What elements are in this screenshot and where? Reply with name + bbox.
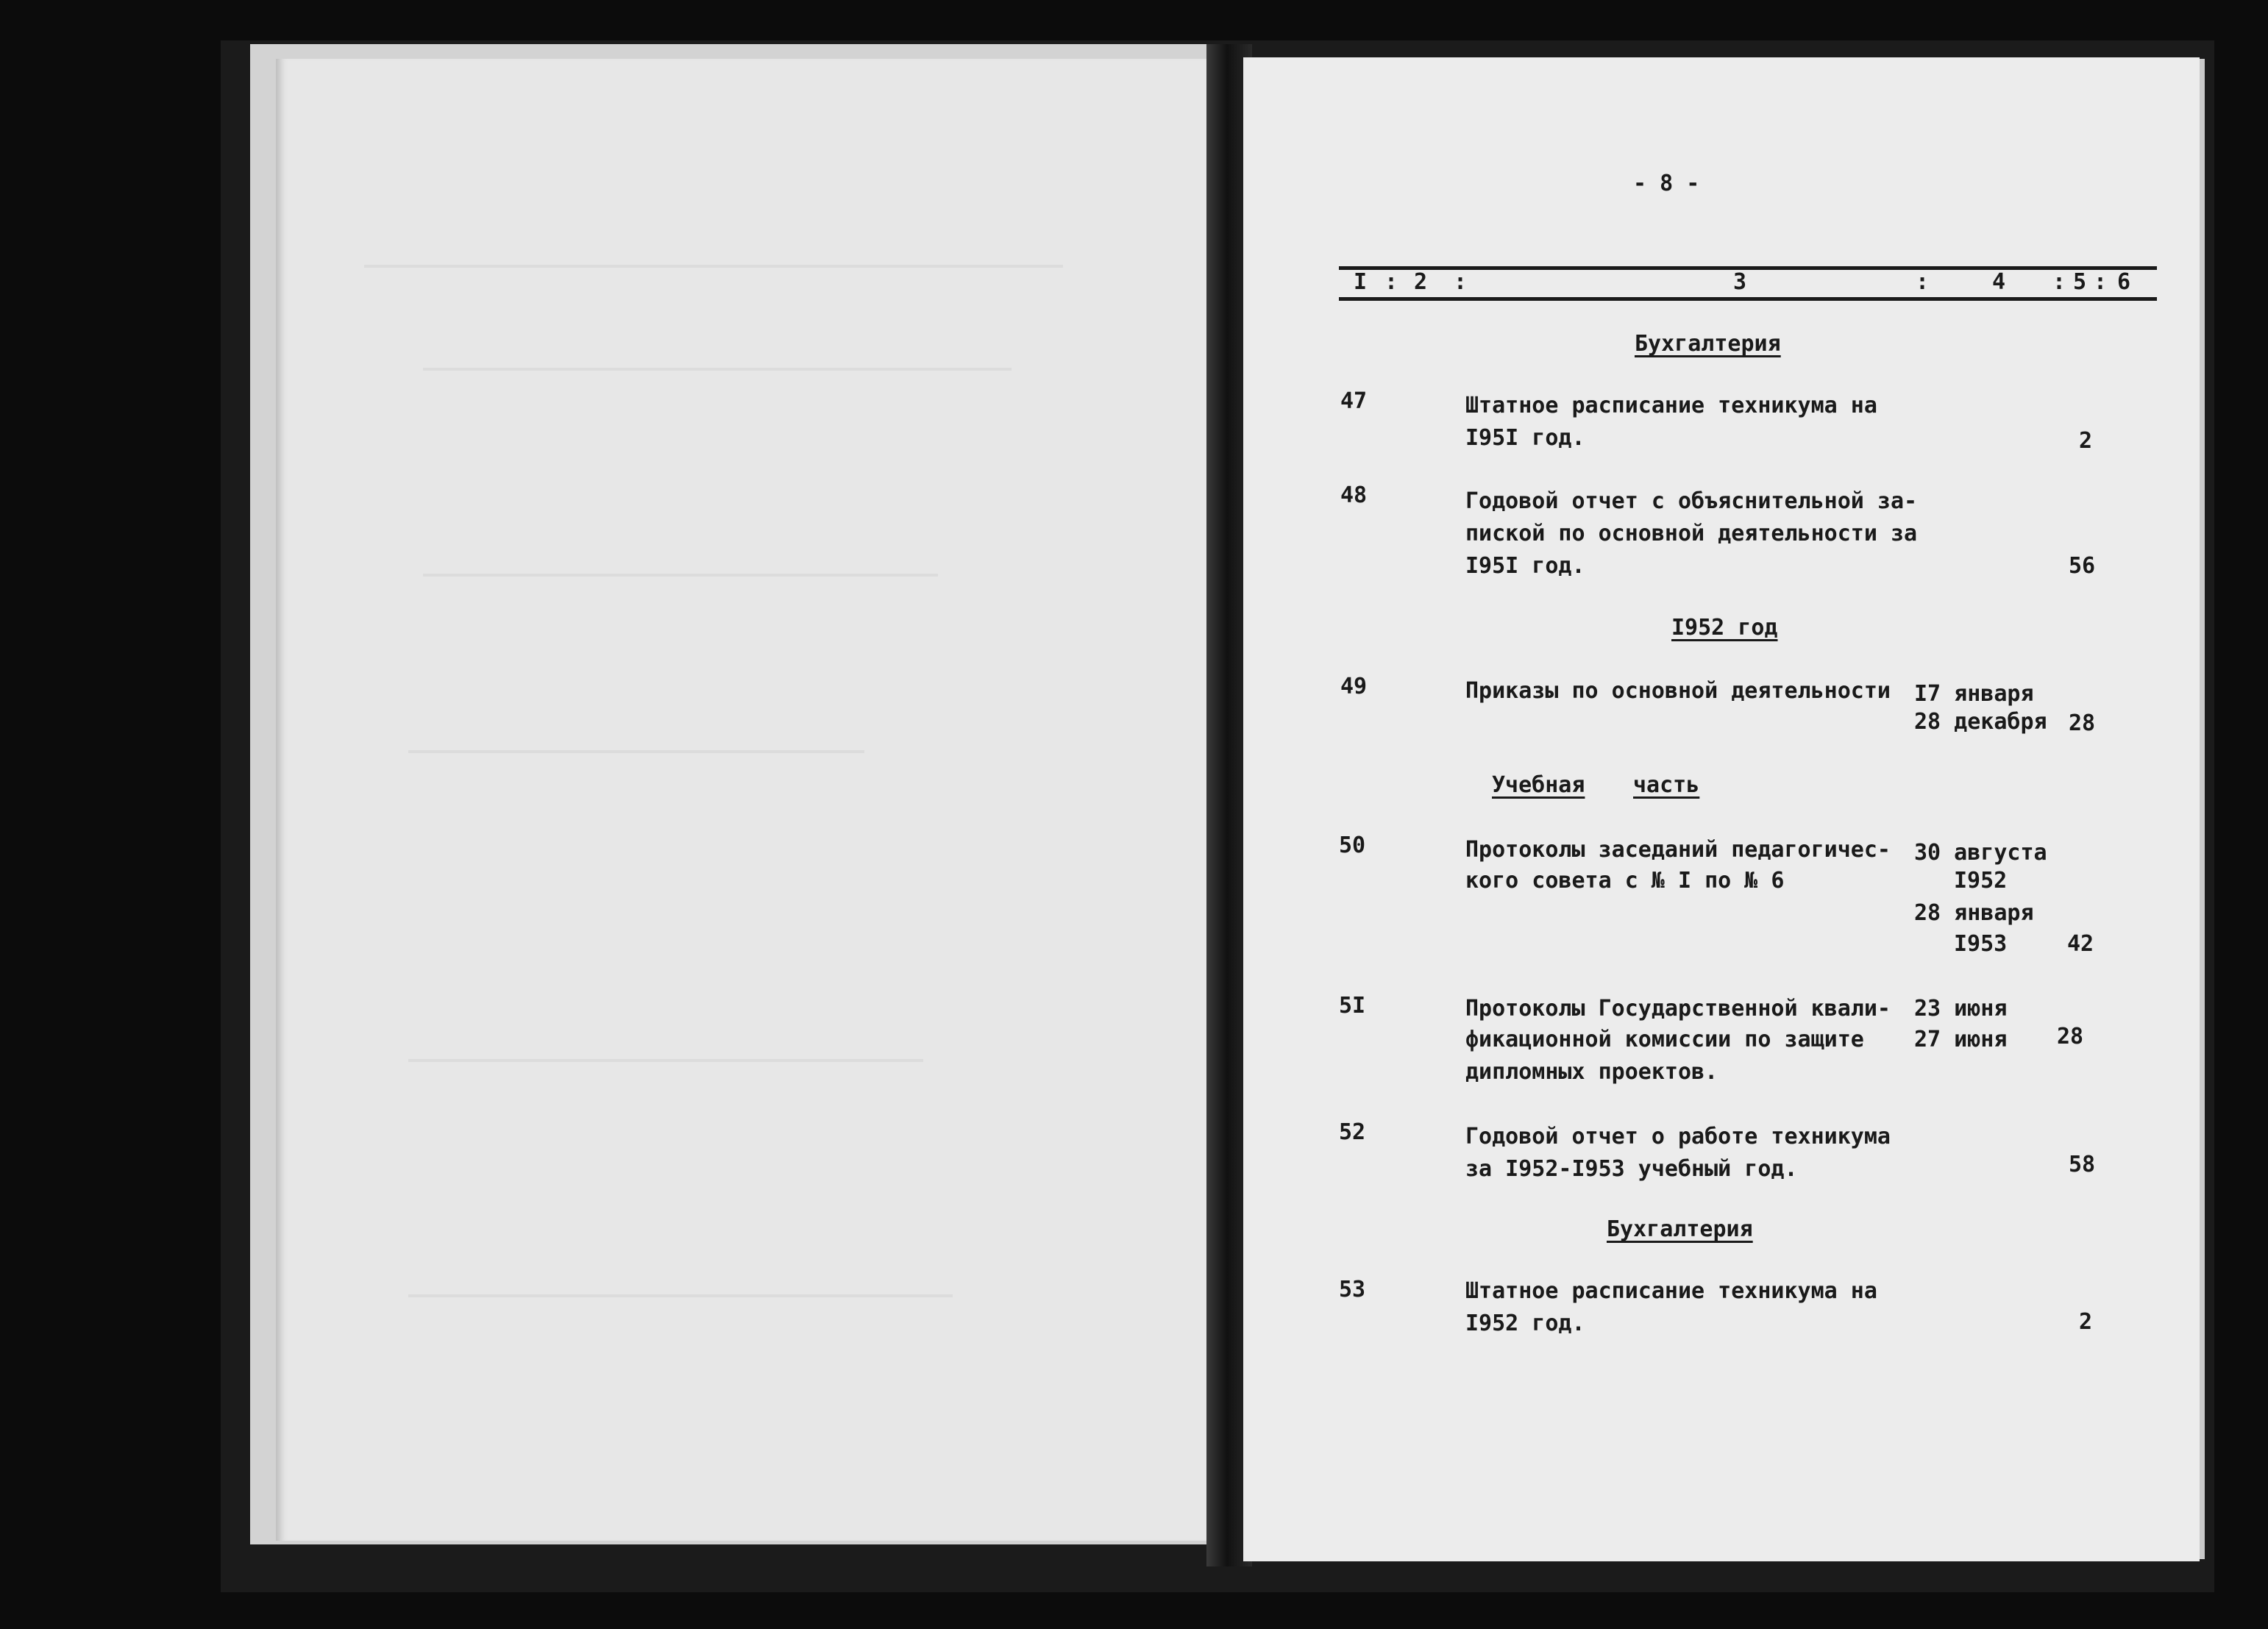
row-title-line: Протоколы Государственной квали- xyxy=(1465,996,1891,1022)
row-date: 27 июня xyxy=(1914,1027,2008,1052)
bleed-through-line xyxy=(364,265,1063,268)
row-title-line: кого совета с № I по № 6 xyxy=(1465,868,1785,894)
row-title-line: Годовой отчет о работе техникума xyxy=(1465,1124,1891,1149)
row-title-line: пиской по основной деятельности за xyxy=(1465,521,1918,546)
row-title-line: I95I год. xyxy=(1465,425,1585,451)
col-header-4: 4 xyxy=(1992,269,2006,295)
row-number: 48 xyxy=(1340,482,1368,508)
left-page-blank xyxy=(276,59,1217,1541)
bleed-through-line xyxy=(408,1059,923,1062)
row-date: 30 августа xyxy=(1914,840,2047,866)
row-title-line: Штатное расписание техникума на xyxy=(1465,1278,1877,1304)
col-header-3: 3 xyxy=(1733,269,1747,295)
page-number: - 8 - xyxy=(1633,171,1700,196)
section-heading: I952 год xyxy=(1671,615,1778,641)
col-header-sep: : xyxy=(2094,269,2108,295)
row-title-line: Протоколы заседаний педагогичес- xyxy=(1465,837,1891,863)
row-date: 28 декабря xyxy=(1914,709,2047,735)
row-pages: 2 xyxy=(2079,1309,2093,1335)
section-heading: Учебная xyxy=(1492,772,1585,798)
col-header-sep: : xyxy=(1916,269,1930,295)
row-title-line: фикационной комиссии по защите xyxy=(1465,1027,1864,1052)
col-header-1: I xyxy=(1354,269,1368,295)
row-number: 50 xyxy=(1339,833,1366,858)
col-header-2: 2 xyxy=(1414,269,1428,295)
row-title-line: I95I год. xyxy=(1465,553,1585,579)
row-number: 47 xyxy=(1340,388,1368,414)
row-number: 5I xyxy=(1339,993,1366,1019)
bleed-through-line xyxy=(408,750,864,753)
header-bottom-rule xyxy=(1339,297,2157,301)
row-pages: 2 xyxy=(2079,428,2093,454)
section-heading: часть xyxy=(1633,772,1700,798)
row-title-line: Годовой отчет с объяснительной за- xyxy=(1465,488,1918,514)
col-header-sep: : xyxy=(2052,269,2066,295)
section-heading: Бухгалтерия xyxy=(1635,331,1781,357)
col-header-5: 5 xyxy=(2073,269,2087,295)
row-pages: 28 xyxy=(2057,1024,2084,1049)
row-title-line: I952 год. xyxy=(1465,1311,1585,1336)
bleed-through-line xyxy=(423,574,938,577)
row-pages: 56 xyxy=(2069,553,2096,579)
row-pages: 42 xyxy=(2067,931,2094,957)
bleed-through-line xyxy=(408,1294,953,1297)
row-title-line: Приказы по основной деятельности xyxy=(1465,678,1891,704)
col-header-sep: : xyxy=(1454,269,1468,295)
row-pages: 58 xyxy=(2069,1152,2096,1177)
row-title-line: Штатное расписание техникума на xyxy=(1465,393,1877,418)
row-number: 49 xyxy=(1340,674,1368,699)
row-title-line: дипломных проектов. xyxy=(1465,1059,1718,1085)
col-header-sep: : xyxy=(1384,269,1398,295)
row-number: 52 xyxy=(1339,1119,1366,1145)
col-header-6: 6 xyxy=(2117,269,2131,295)
section-heading: Бухгалтерия xyxy=(1607,1216,1753,1242)
row-pages: 28 xyxy=(2069,710,2096,736)
row-date: I7 января xyxy=(1914,681,2034,707)
row-date: 28 января xyxy=(1914,900,2034,926)
row-number: 53 xyxy=(1339,1277,1366,1302)
row-title-line: за I952-I953 учебный год. xyxy=(1465,1156,1798,1182)
bleed-through-line xyxy=(423,368,1012,371)
row-date: I952 xyxy=(1954,868,2008,894)
row-date: 23 июня xyxy=(1914,996,2008,1022)
row-date: I953 xyxy=(1954,931,2008,957)
